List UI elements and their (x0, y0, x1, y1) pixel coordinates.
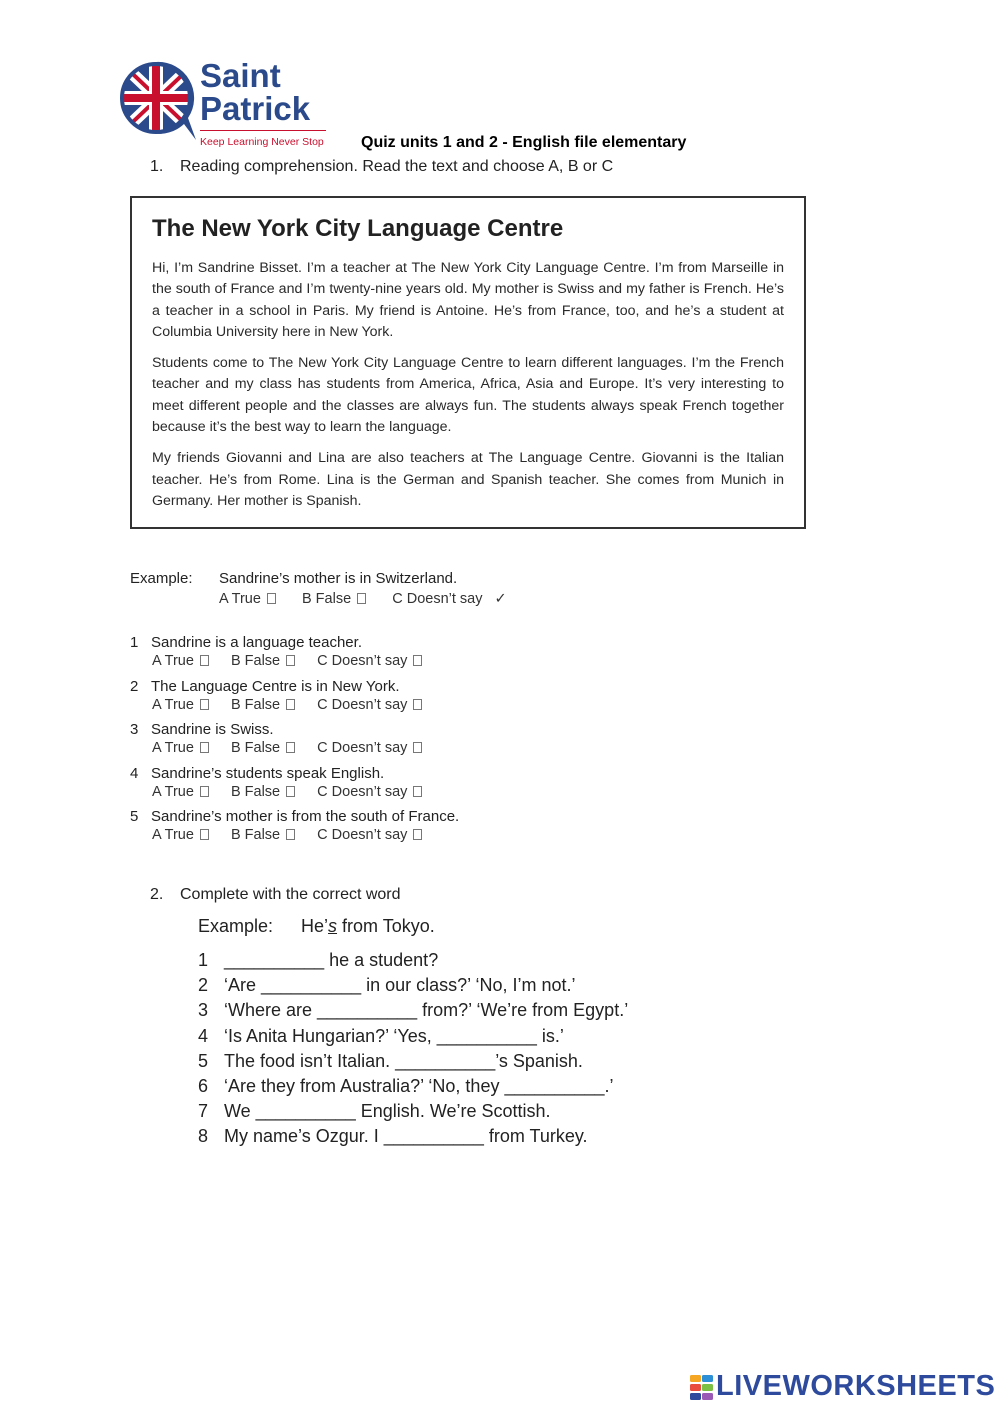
gap-item-text: ‘Are they from Australia?’ ‘No, they __________.’ (224, 1075, 614, 1096)
gap-item-text: __________ he a student? (224, 950, 439, 970)
option-a-checkbox[interactable] (200, 829, 209, 840)
part2-example-label: Example: (198, 916, 274, 936)
liveworksheets-brand: LIVEWORKSHEETS (716, 1370, 996, 1402)
part2-example (198, 916, 435, 937)
question-item (130, 808, 459, 852)
gap-item-number: 8 (198, 1126, 209, 1147)
question-number: 2 (130, 677, 139, 695)
logo-divider (200, 130, 326, 131)
option-b-checkbox[interactable] (286, 655, 295, 666)
question-text: Sandrine is a language teacher. (151, 634, 362, 651)
gap-item[interactable] (198, 1000, 628, 1025)
option-b-label: B False (230, 827, 281, 843)
question-number: 3 (130, 721, 139, 738)
gap-item-number: 3 (198, 1000, 209, 1021)
option-c-label: C Doesn’t say (317, 740, 408, 756)
example-option-b: B False (301, 591, 352, 607)
question-list (130, 634, 459, 852)
gap-item[interactable] (198, 1101, 628, 1126)
question-item (130, 678, 459, 722)
gap-item-text: ‘Where are __________ from?’ ‘We’re from Egypt.’ (224, 1000, 629, 1021)
gap-item-number: 6 (198, 1075, 209, 1096)
option-b-checkbox[interactable] (286, 786, 295, 797)
reading-paragraph-2: Students come to The New York City Language Centre to learn different languages. I’m the French teacher and my class has students from America, Africa, Asia and Europe. It’s very interesting to meet different people and the classes are always fun. The students always speak French together because it’s the best way to learn the language. (152, 355, 784, 436)
part2-example-before: He’ (301, 916, 329, 936)
part2-number: 2. (150, 886, 164, 903)
gap-item-number: 7 (198, 1101, 209, 1122)
option-b-checkbox[interactable] (286, 699, 295, 710)
gap-item[interactable] (198, 950, 628, 975)
example-options (219, 591, 507, 607)
option-c-label: C Doesn’t say (317, 696, 408, 713)
option-c-label: C Doesn’t say (317, 827, 408, 843)
example-label: Example: (130, 570, 193, 587)
gap-item-text: We __________ English. We’re Scottish. (224, 1101, 551, 1122)
reading-paragraph-1: Hi, I’m Sandrine Bisset. I’m a teacher at The New York City Language Centre. I’m from Marseille in the south of France and I’m twenty-nine years old. My mother is Swiss and my father is French. He’s a teacher in a school in Paris. My friend is Antoine. He’s from France, too, and he’s a student at Columbia University here in New York. (152, 260, 784, 340)
example-checkbox-a (267, 593, 276, 604)
logo-wordmark-patrick: Patrick (200, 90, 311, 127)
part2-instruction-text: Complete with the correct word (180, 886, 401, 903)
part1-instruction-text: Reading comprehension. Read the text and choose A, B or C (180, 158, 614, 175)
example-option-c: C Doesn’t say (392, 591, 483, 607)
part2-example-after: from Tokyo. (337, 916, 435, 936)
gap-item[interactable] (198, 1126, 628, 1151)
option-b-label: B False (230, 740, 281, 756)
gap-item-text: My name’s Ozgur. I __________ from Turkey. (224, 1126, 588, 1147)
gap-item-text: The food isn’t Italian. __________’s Spanish. (224, 1050, 583, 1071)
gap-fill-list (198, 950, 628, 1152)
example-option-a: A True (219, 591, 261, 607)
check-mark-icon: ✓ (494, 591, 507, 607)
example-checkbox-b (357, 593, 366, 604)
liveworksheets-logo-icon (690, 1375, 714, 1401)
option-c-label: C Doesn’t say (317, 653, 408, 669)
option-c-checkbox[interactable] (413, 742, 422, 753)
question-item (130, 721, 459, 765)
example-question (130, 570, 457, 587)
gap-item[interactable] (198, 1076, 628, 1101)
option-a-checkbox[interactable] (200, 742, 209, 753)
option-c-checkbox[interactable] (413, 829, 422, 840)
gap-item[interactable] (198, 1026, 628, 1051)
option-a-checkbox[interactable] (200, 786, 209, 797)
option-a-label: A True (152, 653, 194, 669)
option-a-label: A True (152, 783, 194, 800)
question-text: Sandrine’s students speak English. (151, 764, 385, 782)
part2-example-underlined: s (328, 916, 338, 936)
example-sentence: Sandrine’s mother is in Switzerland. (219, 570, 458, 587)
option-b-checkbox[interactable] (286, 742, 295, 753)
option-c-checkbox[interactable] (413, 786, 422, 797)
gap-item-number: 4 (198, 1025, 209, 1046)
part1-instruction (150, 158, 613, 176)
gap-item[interactable] (198, 1051, 628, 1076)
gap-item[interactable] (198, 975, 628, 1000)
reading-text-box (130, 196, 806, 529)
option-c-checkbox[interactable] (413, 699, 422, 710)
option-a-checkbox[interactable] (200, 699, 209, 710)
gap-item-text: ‘Are __________ in our class?’ ‘No, I’m not.’ (224, 975, 576, 996)
quiz-title: Quiz units 1 and 2 - English file elementary (361, 134, 687, 151)
option-c-label: C Doesn’t say (317, 783, 408, 800)
logo-tagline: Keep Learning Never Stop (200, 136, 324, 148)
option-a-checkbox[interactable] (200, 655, 209, 666)
question-item (130, 634, 459, 678)
question-number: 5 (130, 808, 139, 825)
question-text: The Language Centre is in New York. (151, 677, 400, 695)
part2-instruction (150, 886, 401, 904)
option-b-label: B False (230, 783, 281, 800)
part1-number: 1. (150, 158, 164, 175)
option-b-label: B False (230, 696, 281, 713)
gap-item-number: 1 (198, 950, 209, 970)
option-a-label: A True (152, 696, 194, 713)
gap-item-number: 5 (198, 1050, 209, 1071)
question-text: Sandrine is Swiss. (151, 721, 274, 738)
option-a-label: A True (152, 740, 194, 756)
reading-title: The New York City Language Centre (152, 215, 564, 242)
option-a-label: A True (152, 827, 194, 843)
option-b-label: B False (230, 653, 281, 669)
gap-item-number: 2 (198, 975, 209, 996)
logo-wordmark-saint: Saint (200, 57, 281, 94)
question-number: 1 (130, 634, 139, 651)
gap-item-text: ‘Is Anita Hungarian?’ ‘Yes, __________ is.’ (224, 1025, 564, 1046)
option-b-checkbox[interactable] (286, 829, 295, 840)
option-c-checkbox[interactable] (413, 655, 422, 666)
question-text: Sandrine’s mother is from the south of France. (151, 808, 460, 825)
reading-paragraph-3: My friends Giovanni and Lina are also teachers at The Language Centre. Giovanni is the Italian teacher. He’s from Rome. Lina is the German and Spanish teacher. She comes from Munich in Germany. Her mother is Spanish. (152, 450, 784, 509)
question-item (130, 765, 459, 809)
question-number: 4 (130, 764, 139, 782)
